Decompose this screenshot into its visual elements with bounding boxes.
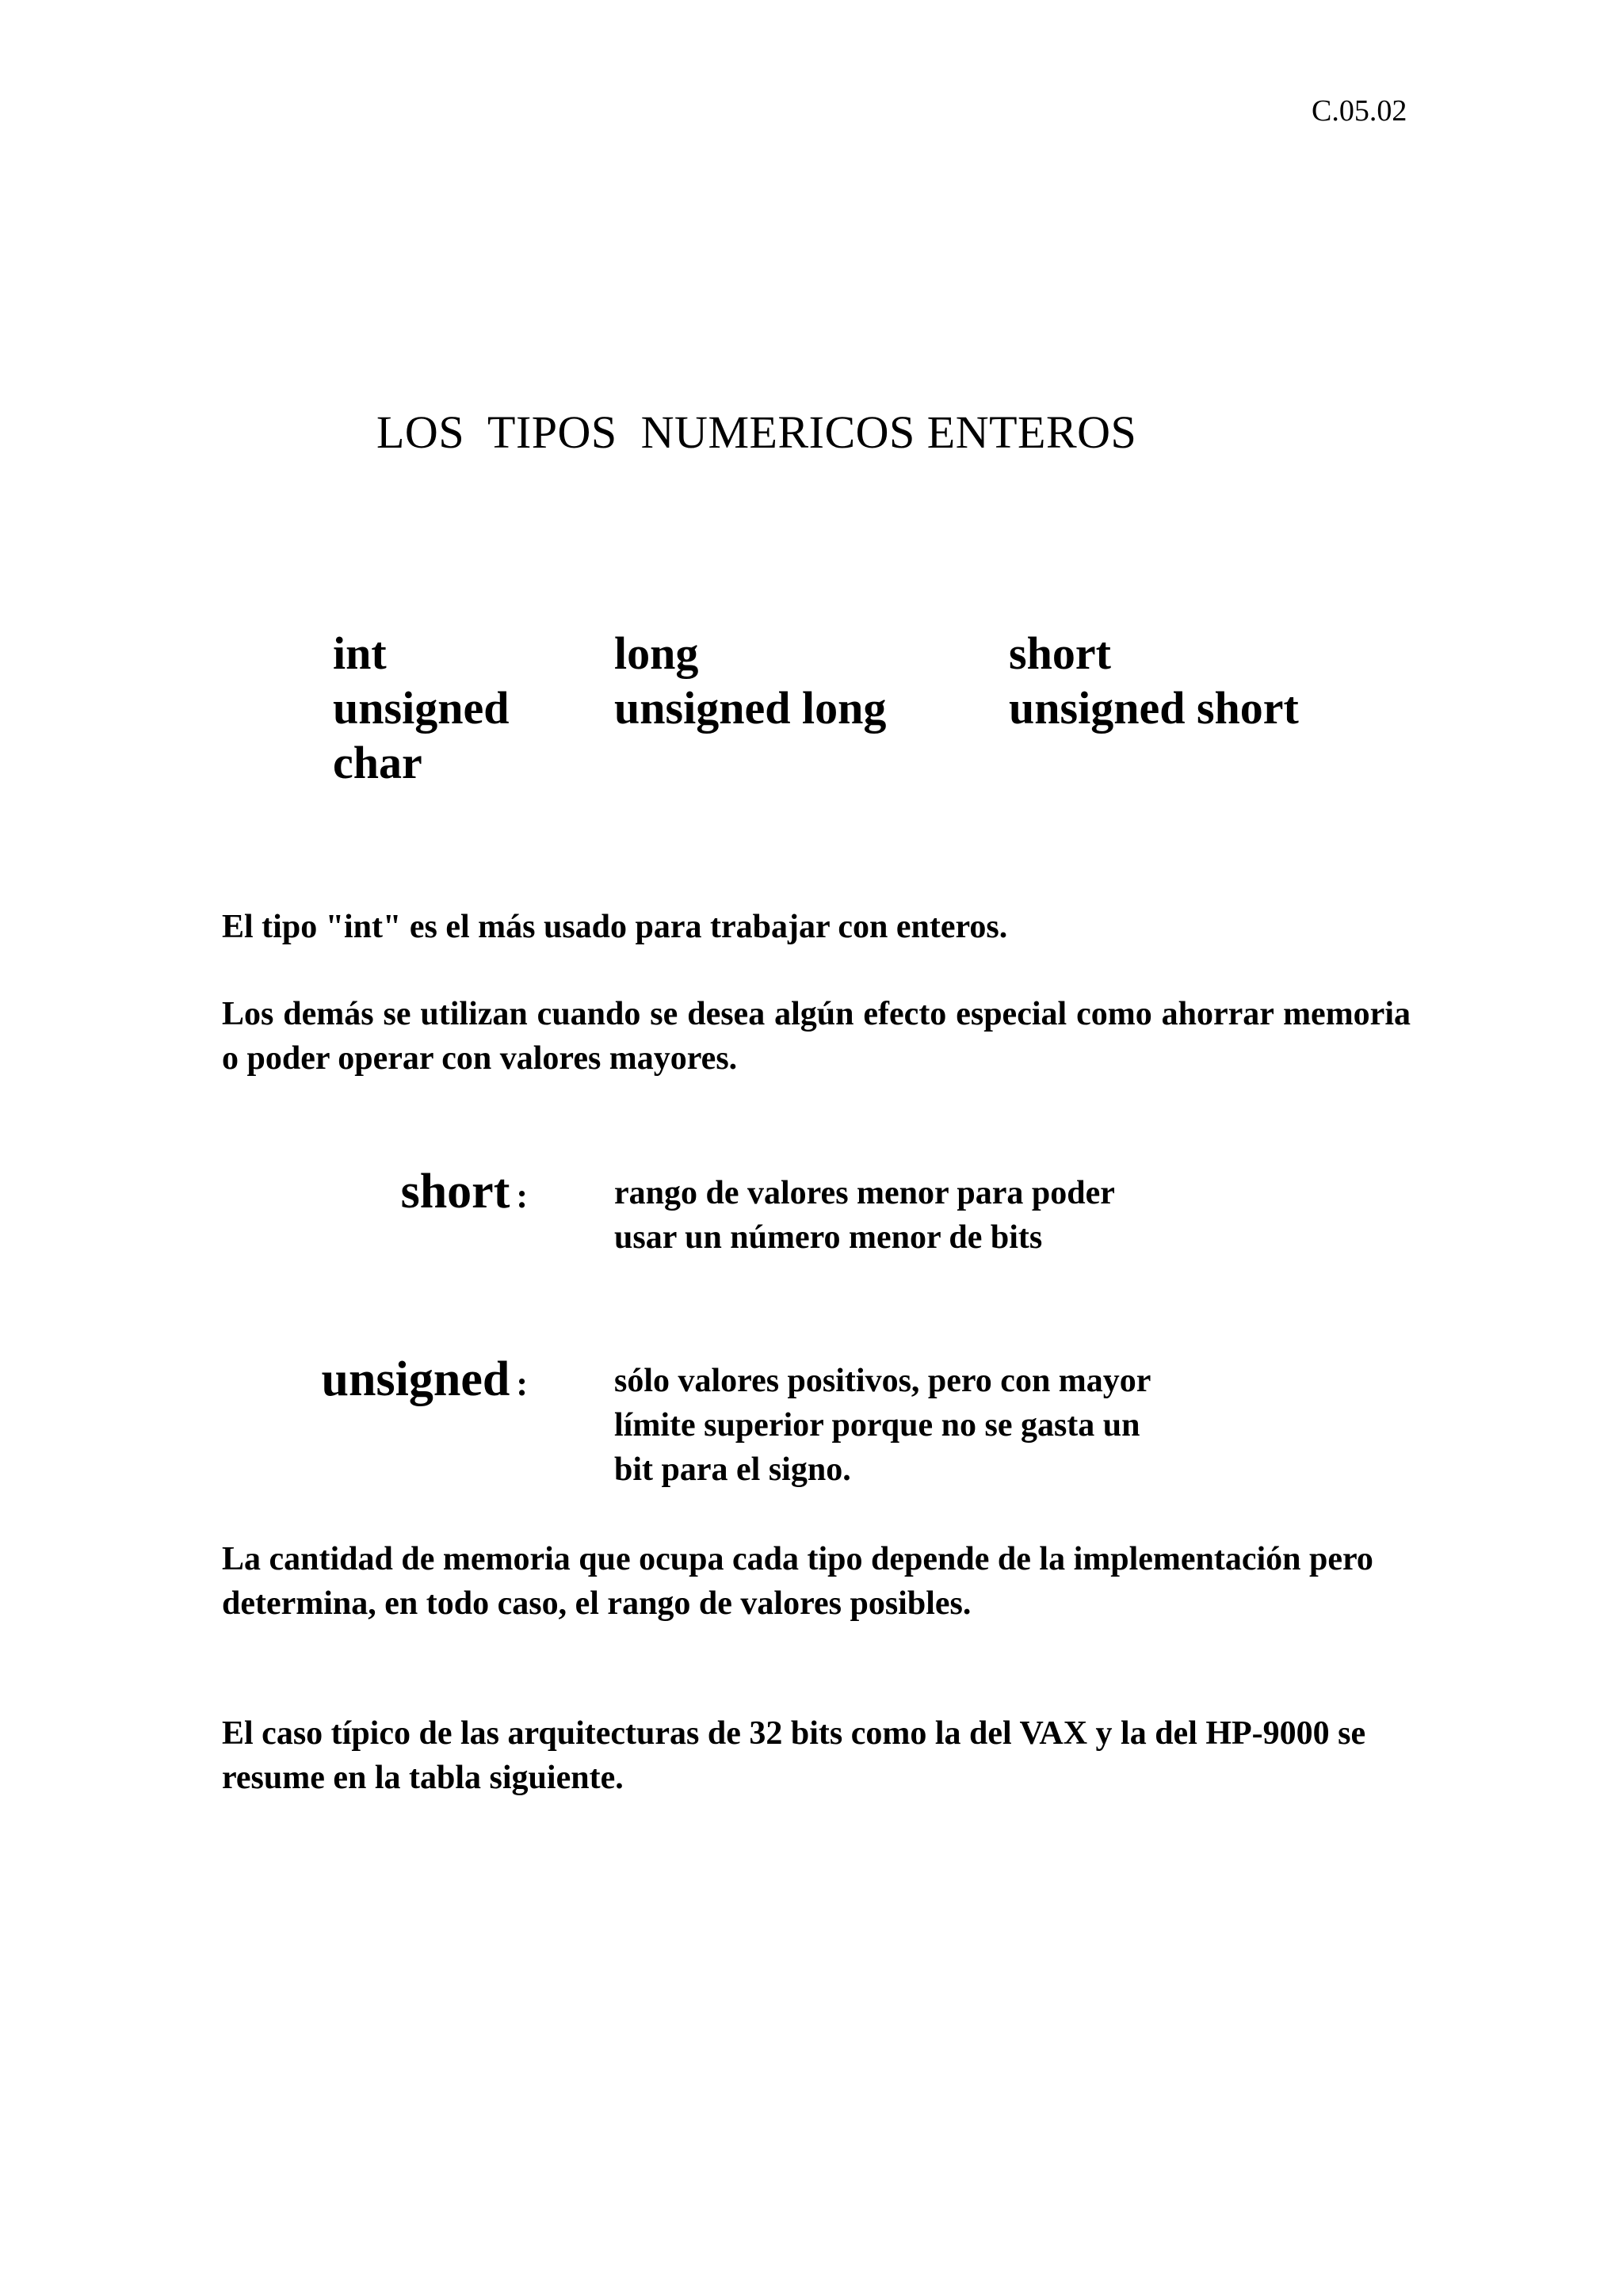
type-unsigned-long: unsigned long <box>614 682 887 734</box>
types-row <box>333 735 1405 790</box>
page-title: LOS TIPOS NUMERICOS ENTEROS <box>376 406 1137 458</box>
type-long: long <box>614 627 699 679</box>
term-colon: : <box>516 1364 528 1403</box>
type-int: int <box>333 627 387 679</box>
type-empty <box>614 735 1009 790</box>
term-unsigned: unsigned <box>321 1352 510 1406</box>
definition-term <box>322 1351 528 1408</box>
type-short: short <box>1009 627 1111 679</box>
type-unsigned: unsigned <box>333 682 510 734</box>
type-empty <box>1009 735 1405 790</box>
definition-unsigned <box>0 1351 1623 1493</box>
page-code: C.05.02 <box>1312 94 1407 128</box>
types-row <box>333 626 1405 681</box>
definition-term <box>401 1163 528 1220</box>
definition-short <box>0 1163 1623 1306</box>
type-unsigned-short: unsigned short <box>1009 682 1299 734</box>
types-row <box>333 681 1405 735</box>
type-char: char <box>333 737 422 788</box>
definition-description: rango de valores menor para poder usar un número menor de bits <box>614 1175 1115 1256</box>
term-colon: : <box>516 1177 528 1215</box>
term-short: short <box>400 1165 510 1219</box>
paragraph-32bit-case: El caso típico de las arquitecturas de 32 bits como la del VAX y la del HP-9000 se resume en la tabla siguiente. <box>222 1715 1366 1796</box>
types-list <box>333 626 1405 790</box>
paragraph-int-usage: El tipo "int" es el más usado para trabajar con enteros. <box>222 909 1008 945</box>
definition-description: sólo valores positivos, pero con mayor límite superior porque no se gasta un bit para el signo. <box>614 1363 1151 1488</box>
paragraph-memory-size: La cantidad de memoria que ocupa cada tipo depende de la implementación pero determina, en todo caso, el rango de valores posibles. <box>222 1541 1373 1622</box>
paragraph-other-types: Los demás se utilizan cuando se desea algún efecto especial como ahorrar memoria o poder operar con valores mayores. <box>222 996 1411 1077</box>
